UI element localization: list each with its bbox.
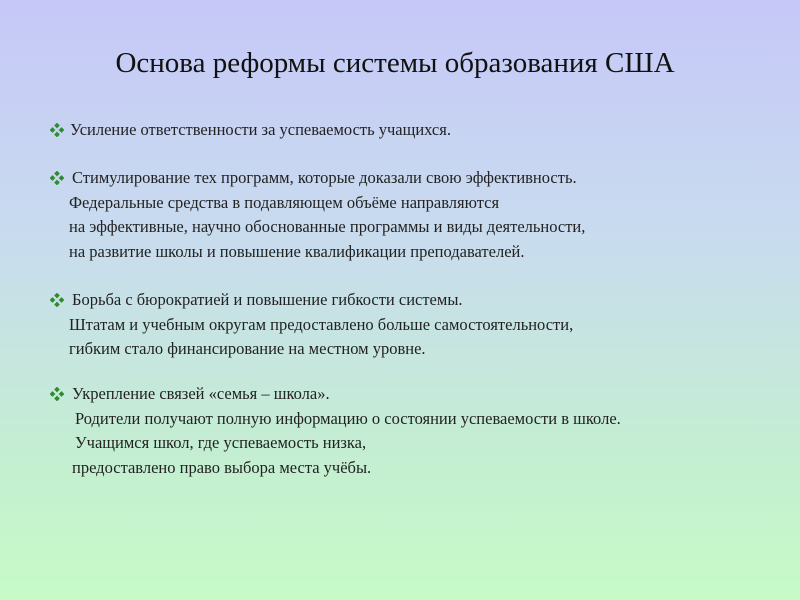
- bullet-point-3: [50, 288, 573, 362]
- bullet-point-4: [50, 382, 621, 480]
- bullet-point-2: [50, 166, 585, 264]
- diamond-bullet-icon: [50, 293, 64, 307]
- diamond-bullet-icon: [50, 123, 64, 137]
- bullet-text-line: Родители получают полную информацию о состоянии успеваемости в школе.: [75, 408, 621, 428]
- slide-title: Основа реформы системы образования США: [115, 47, 675, 79]
- bullet-text-line: на эффективные, научно обоснованные программы и виды деятельности,: [69, 217, 586, 236]
- bullet-point-1: [50, 118, 451, 143]
- bullet-heading-4: Укрепление связей «семья – школа».: [72, 384, 330, 403]
- bullet-text-line: Учащимся школ, где успеваемость низка,: [75, 433, 367, 452]
- bullet-heading-3: Борьба с бюрократией и повышение гибкости системы.: [72, 290, 463, 309]
- bullet-heading-1: Усиление ответственности за успеваемость учащихся.: [70, 120, 451, 139]
- diamond-bullet-icon: [50, 387, 64, 401]
- bullet-text-line: Штатам и учебным округам предоставлено больше самостоятельности,: [69, 314, 574, 334]
- bullet-text-line: гибким стало финансирование на местном уровне.: [69, 339, 426, 358]
- diamond-bullet-icon: [50, 171, 64, 185]
- bullet-text-line: предоставлено право выбора места учёбы.: [72, 457, 372, 477]
- bullet-text-line: на развитие школы и повышение квалификации преподавателей.: [69, 241, 525, 261]
- bullet-heading-2: Стимулирование тех программ, которые доказали свою эффективность.: [72, 168, 577, 187]
- bullet-text-line: Федеральные средства в подавляющем объёме направляются: [69, 192, 500, 212]
